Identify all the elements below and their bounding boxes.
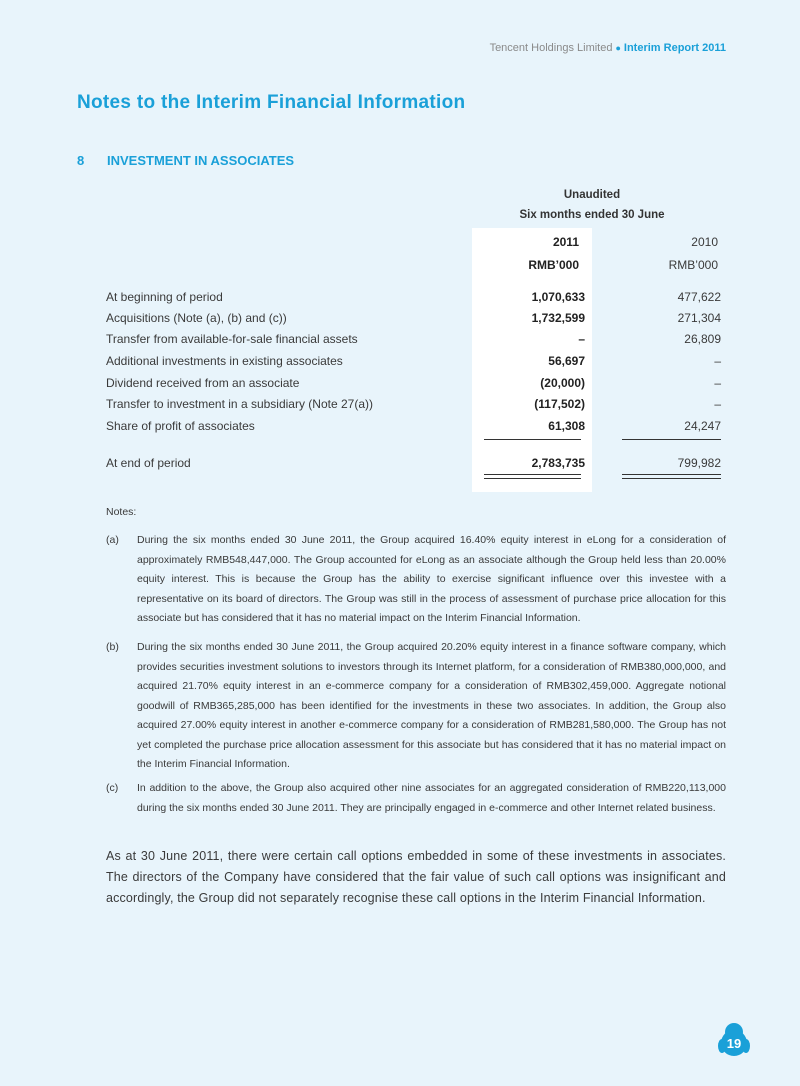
company-name: Tencent Holdings Limited [489, 42, 613, 54]
total-double-rule-2011 [484, 478, 581, 479]
running-header [490, 42, 726, 54]
value-2010: 26,809 [684, 332, 721, 346]
table-row [106, 290, 726, 308]
value-2011: (20,000) [540, 376, 585, 390]
note-tag: (b) [106, 641, 119, 653]
page-title: Notes to the Interim Financial Information [77, 92, 466, 113]
section-number: 8 [77, 153, 85, 168]
value-2011: (117,502) [534, 397, 585, 411]
row-label: Dividend received from an associate [106, 376, 300, 390]
table-row [106, 419, 726, 437]
note-text: In addition to the above, the Group also acquired other nine associates for an aggregated consideration of RMB220,113,000 during the six months ended 30 June 2011. They are principally engaged in e-commerce and other Internet related business. [137, 782, 726, 814]
value-2011: 61,308 [548, 419, 585, 433]
value-2010: 477,622 [677, 290, 721, 304]
note-a [106, 531, 726, 629]
total-rule-2011 [484, 474, 581, 475]
section-title: INVESTMENT IN ASSOCIATES [107, 153, 295, 168]
total-2010: 799,982 [677, 456, 721, 470]
row-label: At beginning of period [106, 290, 223, 304]
bullet-icon: ● [615, 43, 621, 53]
row-label: Transfer to investment in a subsidiary (Note 27(a)) [106, 397, 373, 411]
total-row [106, 456, 726, 474]
section-heading [77, 153, 294, 168]
closing-paragraph: As at 30 June 2011, there were certain call options embedded in some of these investments in associates. The directors of the Company have considered that the fair value of such call options was insignificant and accordingly, the Group did not separately recognise these call options in the Interim Financial Information. [106, 849, 726, 905]
notes-label: Notes: [106, 506, 137, 518]
total-label: At end of period [106, 456, 191, 470]
unit-2010: RMB’000 [668, 258, 718, 272]
subtotal-rule-2011 [484, 439, 581, 440]
value-2011: – [578, 332, 585, 346]
note-b [106, 638, 726, 775]
note-tag: (a) [106, 534, 119, 546]
unaudited-header: Unaudited [563, 189, 621, 201]
value-2010: 24,247 [684, 419, 721, 433]
note-c [106, 779, 726, 818]
year-2010: 2010 [691, 235, 718, 249]
value-2011: 1,732,599 [531, 311, 585, 325]
table-row [106, 332, 726, 350]
table-row [106, 376, 726, 394]
value-2010: – [714, 376, 721, 390]
value-2010: – [714, 397, 721, 411]
value-2011: 56,697 [548, 354, 585, 368]
note-tag: (c) [106, 782, 119, 794]
note-text: During the six months ended 30 June 2011, the Group acquired 16.40% equity interest in eLong for a consideration of approximately RMB548,447,000. The Group accounted for eLong as an associate although the Group held less than 20.00% equity interest. This is because the Group has the ability to exercise significant influence over this investee with a representative on its board of directors. The Group was still in the process of assessment of purchase price allocation for this associate but has considered that it has no material impact on the Interim Financial Information. [137, 534, 726, 624]
table-row [106, 397, 726, 415]
value-2011: 1,070,633 [531, 290, 585, 304]
subtotal-rule-2010 [622, 439, 721, 440]
table-row [106, 311, 726, 329]
row-label: Additional investments in existing associates [106, 354, 343, 368]
year-2011: 2011 [552, 235, 579, 249]
row-label: Transfer from available-for-sale financial assets [106, 332, 358, 346]
total-double-rule-2010 [622, 478, 721, 479]
period-header: Six months ended 30 June [519, 209, 665, 221]
report-name: Interim Report 2011 [623, 42, 726, 54]
value-2010: – [714, 354, 721, 368]
note-text: During the six months ended 30 June 2011, the Group acquired 20.20% equity interest in a finance software company, which provides securities investment solutions to investors through its Internet platform, for a consideration of RMB380,000,000, and acquired 21.70% equity interest in an e-commerce company for a consideration of RMB302,459,000. Aggregate notional goodwill of RMB365,285,000 has been identified for the investments in these two associates. In addition, the Group also acquired 27.00% equity interest in another e-commerce company for a consideration of RMB281,580,000. The Group has not yet completed the purchase price allocation assessment for this associate but has considered that it has no material impact on the Interim Financial Information. [137, 641, 726, 770]
unit-2011: RMB’000 [528, 258, 579, 272]
page-number: 19 [726, 1036, 742, 1051]
total-rule-2010 [622, 474, 721, 475]
total-2011: 2,783,735 [531, 456, 585, 470]
value-2010: 271,304 [677, 311, 721, 325]
row-label: Acquisitions (Note (a), (b) and (c)) [106, 311, 287, 325]
table-row [106, 354, 726, 372]
row-label: Share of profit of associates [106, 419, 255, 433]
